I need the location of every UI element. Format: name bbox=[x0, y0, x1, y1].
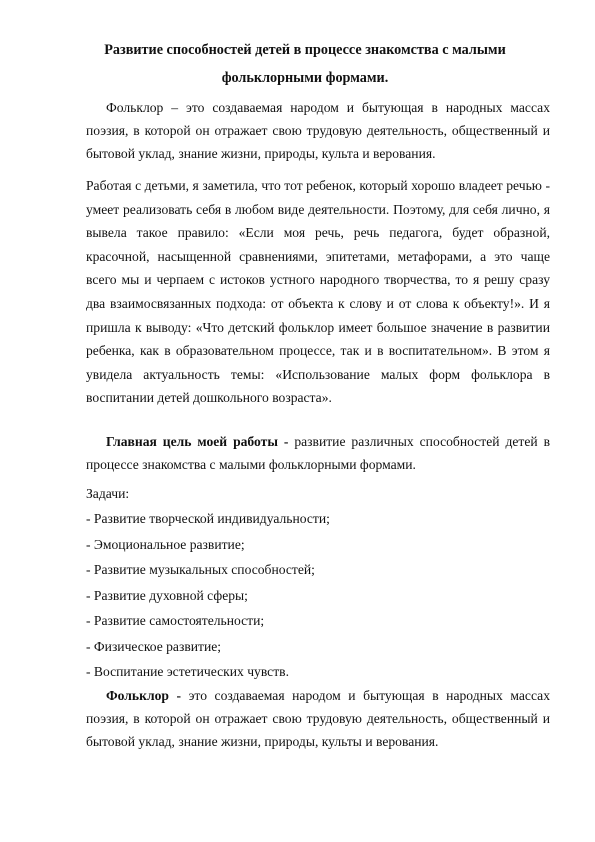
tasks-label: Задачи: bbox=[86, 486, 130, 501]
task-item: - Развитие музыкальных способностей; bbox=[86, 562, 315, 577]
document-title-line-1: Развитие способностей детей в процессе знакомства с малыми bbox=[104, 42, 506, 58]
definition-text: это создаваемая народом и бытующая в народных массах поэзия, в которой он отражает свою трудовую деятельность, общественный и бытовой уклад, знание жизни, природы, культы и верования. bbox=[86, 688, 550, 750]
goal-label: Главная цель моей работы - bbox=[106, 434, 289, 449]
task-item: - Развитие духовной сферы; bbox=[86, 587, 248, 603]
task-item: - Развитие творческой индивидуальности; bbox=[86, 511, 330, 526]
document-title-line-2: фольклорными формами. bbox=[221, 70, 389, 86]
intro-paragraph: Фольклор – это создаваемая народом и бытующая в народных массах поэзия, в которой он отражает свою трудовую деятельность, общественный и бытовой уклад, знание жизни, природы, культа и верования. bbox=[86, 100, 550, 162]
task-item: - Эмоциональное развитие; bbox=[86, 536, 245, 552]
tasks-list bbox=[86, 506, 550, 685]
task-item: - Физическое развитие; bbox=[86, 638, 222, 654]
task-item: - Воспитание эстетических чувств. bbox=[86, 664, 289, 679]
definition-paragraph bbox=[86, 684, 550, 754]
goal-text: развитие различных способностей детей в процессе знакомства с малыми фольклорными формами. bbox=[86, 434, 551, 473]
goal-paragraph bbox=[86, 430, 550, 476]
task-item: - Развитие самостоятельности; bbox=[86, 613, 265, 628]
definition-term: Фольклор - bbox=[106, 688, 182, 703]
experience-paragraph: Работая с детьми, я заметила, что тот ребенок, который хорошо владеет речью - умеет реализовать себя в любом виде деятельности. Поэтому, для себя лично, я вывела такое правило: «Если моя речь, речь педагога, будет образной, красочной, насыщенной сравнениями, эпитетами, метафорами, а это чаще всего мы и черпаем с истоков устного народного творчества, то я решу сразу два взаимосвязанных подхода: от объекта к слову и от слова к объекту!». И я пришла к выводу: «Что детский фольклор имеет большое значение в развитии ребенка, как в образовательном процессе, так и в воспитательном». В этом я увидела актуальность темы: «Использование малых форм фольклора в воспитании детей дошкольного возраста». bbox=[86, 178, 550, 406]
